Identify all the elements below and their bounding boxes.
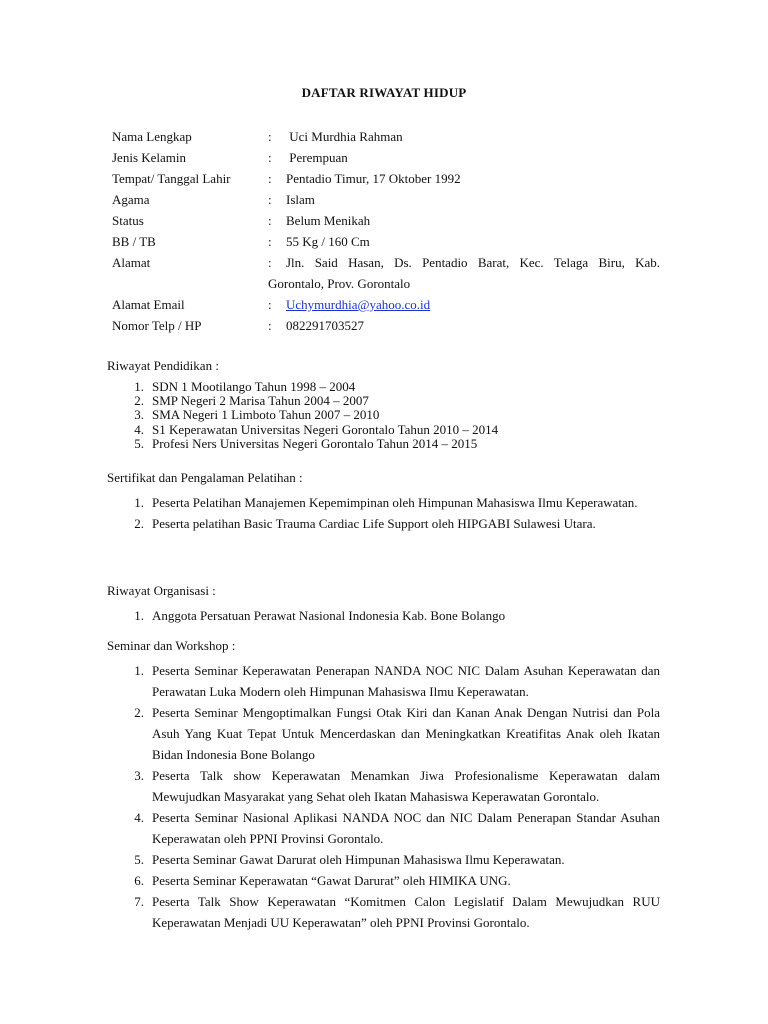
section-heading: Riwayat Pendidikan :	[107, 358, 219, 373]
profile-colon: :	[268, 129, 272, 144]
section-pendidikan	[107, 358, 660, 451]
list-item	[107, 437, 660, 451]
list-item	[107, 605, 660, 626]
list-item	[107, 380, 660, 394]
profile-value: Uci Murdhia Rahman	[286, 129, 403, 144]
list-item	[107, 492, 660, 513]
list-number: 6.	[134, 873, 144, 888]
document-title: DAFTAR RIWAYAT HIDUP	[301, 85, 467, 100]
profile-colon: :	[268, 318, 272, 333]
profile-label: Alamat Email	[112, 297, 185, 312]
list-number: 3.	[134, 768, 144, 783]
profile-label: Jenis Kelamin	[112, 150, 187, 165]
profile-row-nama	[112, 126, 660, 147]
list-item	[107, 870, 660, 891]
list-text: Profesi Ners Universitas Negeri Gorontalo Tahun 2014 – 2015	[152, 435, 478, 451]
list-item	[107, 394, 660, 408]
profile-colon: :	[268, 192, 272, 207]
list-item	[107, 765, 660, 807]
section-heading: Seminar dan Workshop :	[107, 638, 236, 653]
list-item	[107, 891, 660, 933]
sertifikat-list	[107, 492, 660, 534]
list-number: 2.	[134, 393, 144, 409]
section-seminar	[107, 638, 660, 933]
list-item	[107, 408, 660, 422]
profile-colon: :	[268, 213, 272, 228]
profile-label: Agama	[112, 192, 150, 207]
list-text: Peserta Talk Show Keperawatan “Komitmen Calon Legislatif Dalam Mewujudkan RUU Keperawatan Menjadi UU Keperawatan” oleh PPNI Provinsi Gorontalo.	[152, 894, 660, 930]
list-text: Peserta Seminar Mengoptimalkan Fungsi Otak Kiri dan Kanan Anak Dengan Nutrisi dan Pola Asuh Yang Kuat Tepat Untuk Mencerdaskan dan Meningkatkan Kreatifitas Anak oleh Ikatan Bidan Indonesia Bone Bolango	[152, 705, 660, 762]
profile-value: Pentadio Timur, 17 Oktober 1992	[286, 171, 461, 186]
profile-label: BB / TB	[112, 234, 156, 249]
list-text: SDN 1 Mootilango Tahun 1998 – 2004	[152, 379, 356, 394]
list-text: Peserta Talk show Keperawatan Menamkan Jiwa Profesionalisme Keperawatan dalam Mewujudkan Masyarakat yang Sehat oleh Ikatan Mahasiswa Keperawatan Gorontalo.	[152, 768, 660, 804]
list-item	[107, 513, 660, 534]
section-heading: Sertifikat dan Pengalaman Pelatihan :	[107, 470, 303, 485]
list-text: Peserta Seminar Gawat Darurat oleh Himpunan Mahasiswa Ilmu Keperawatan.	[152, 852, 565, 867]
list-text: Peserta Seminar Keperawatan “Gawat Darurat” oleh HIMIKA UNG.	[152, 873, 511, 888]
list-number: 4.	[134, 421, 144, 437]
list-item	[107, 423, 660, 437]
list-item	[107, 849, 660, 870]
list-text: S1 Keperawatan Universitas Negeri Gorontalo Tahun 2010 – 2014	[152, 421, 499, 437]
profile-value: Jln. Said Hasan, Ds. Pentadio Barat, Kec. Telaga Biru, Kab.	[286, 255, 660, 270]
seminar-list	[107, 660, 660, 933]
profile-label: Alamat	[112, 255, 151, 270]
list-number: 3.	[134, 407, 144, 423]
profile-label: Status	[112, 213, 144, 228]
profile-value: 55 Kg / 160 Cm	[286, 234, 370, 249]
profile-row-telp	[112, 315, 660, 336]
profile-label: Nomor Telp / HP	[112, 318, 202, 333]
profile-alamat-continuation: Gorontalo, Prov. Gorontalo	[268, 276, 411, 291]
list-text: Anggota Persatuan Perawat Nasional Indonesia Kab. Bone Bolango	[152, 608, 506, 623]
list-number: 1.	[134, 495, 144, 510]
list-number: 1.	[134, 608, 144, 623]
profile-row-bb-tb	[112, 231, 660, 252]
list-text: Peserta Seminar Nasional Aplikasi NANDA NOC dan NIC Dalam Penerapan Standar Asuhan Keperawatan oleh PPNI Provinsi Gorontalo.	[152, 810, 660, 846]
list-number: 4.	[134, 810, 144, 825]
profile-value: Islam	[286, 192, 315, 207]
profile-row-status	[112, 210, 660, 231]
profile-value: Belum Menikah	[286, 213, 371, 228]
profile-row-agama	[112, 189, 660, 210]
list-text: Peserta Seminar Keperawatan Penerapan NANDA NOC NIC Dalam Asuhan Keperawatan dan Perawatan Luka Modern oleh Himpunan Mahasiswa Ilmu Keperawatan.	[152, 663, 660, 699]
section-heading: Riwayat Organisasi :	[107, 583, 216, 598]
section-organisasi	[107, 583, 660, 626]
list-number: 1.	[134, 663, 144, 678]
email-link[interactable]: Uchymurdhia@yahoo.co.id	[286, 297, 431, 312]
list-item	[107, 807, 660, 849]
pendidikan-list	[107, 380, 660, 451]
profile-label: Nama Lengkap	[112, 129, 192, 144]
profile-colon: :	[268, 297, 272, 312]
section-sertifikat	[107, 470, 660, 534]
list-text: SMP Negeri 2 Marisa Tahun 2004 – 2007	[152, 393, 369, 409]
profile-row-jenis-kelamin	[112, 147, 660, 168]
organisasi-list	[107, 605, 660, 626]
profile-value: 082291703527	[286, 318, 364, 333]
profile-colon: :	[268, 171, 272, 186]
list-number: 7.	[134, 894, 144, 909]
list-number: 2.	[134, 705, 144, 720]
profile-row-email	[112, 294, 660, 315]
profile-table	[112, 126, 660, 336]
list-item	[107, 702, 660, 765]
list-text: SMA Negeri 1 Limboto Tahun 2007 – 2010	[152, 407, 380, 423]
list-number: 5.	[134, 435, 144, 451]
list-item	[107, 660, 660, 702]
profile-colon: :	[268, 150, 272, 165]
list-number: 1.	[134, 379, 144, 394]
profile-row-alamat	[112, 252, 660, 273]
profile-value: Perempuan	[286, 150, 348, 165]
list-number: 5.	[134, 852, 144, 867]
list-text: Peserta pelatihan Basic Trauma Cardiac Life Support oleh HIPGABI Sulawesi Utara.	[152, 516, 596, 531]
list-text: Peserta Pelatihan Manajemen Kepemimpinan oleh Himpunan Mahasiswa Ilmu Keperawatan.	[152, 495, 638, 510]
list-number: 2.	[134, 516, 144, 531]
profile-row-ttl	[112, 168, 660, 189]
profile-label: Tempat/ Tanggal Lahir	[112, 171, 231, 186]
profile-colon: :	[268, 234, 272, 249]
profile-colon: :	[268, 255, 272, 270]
